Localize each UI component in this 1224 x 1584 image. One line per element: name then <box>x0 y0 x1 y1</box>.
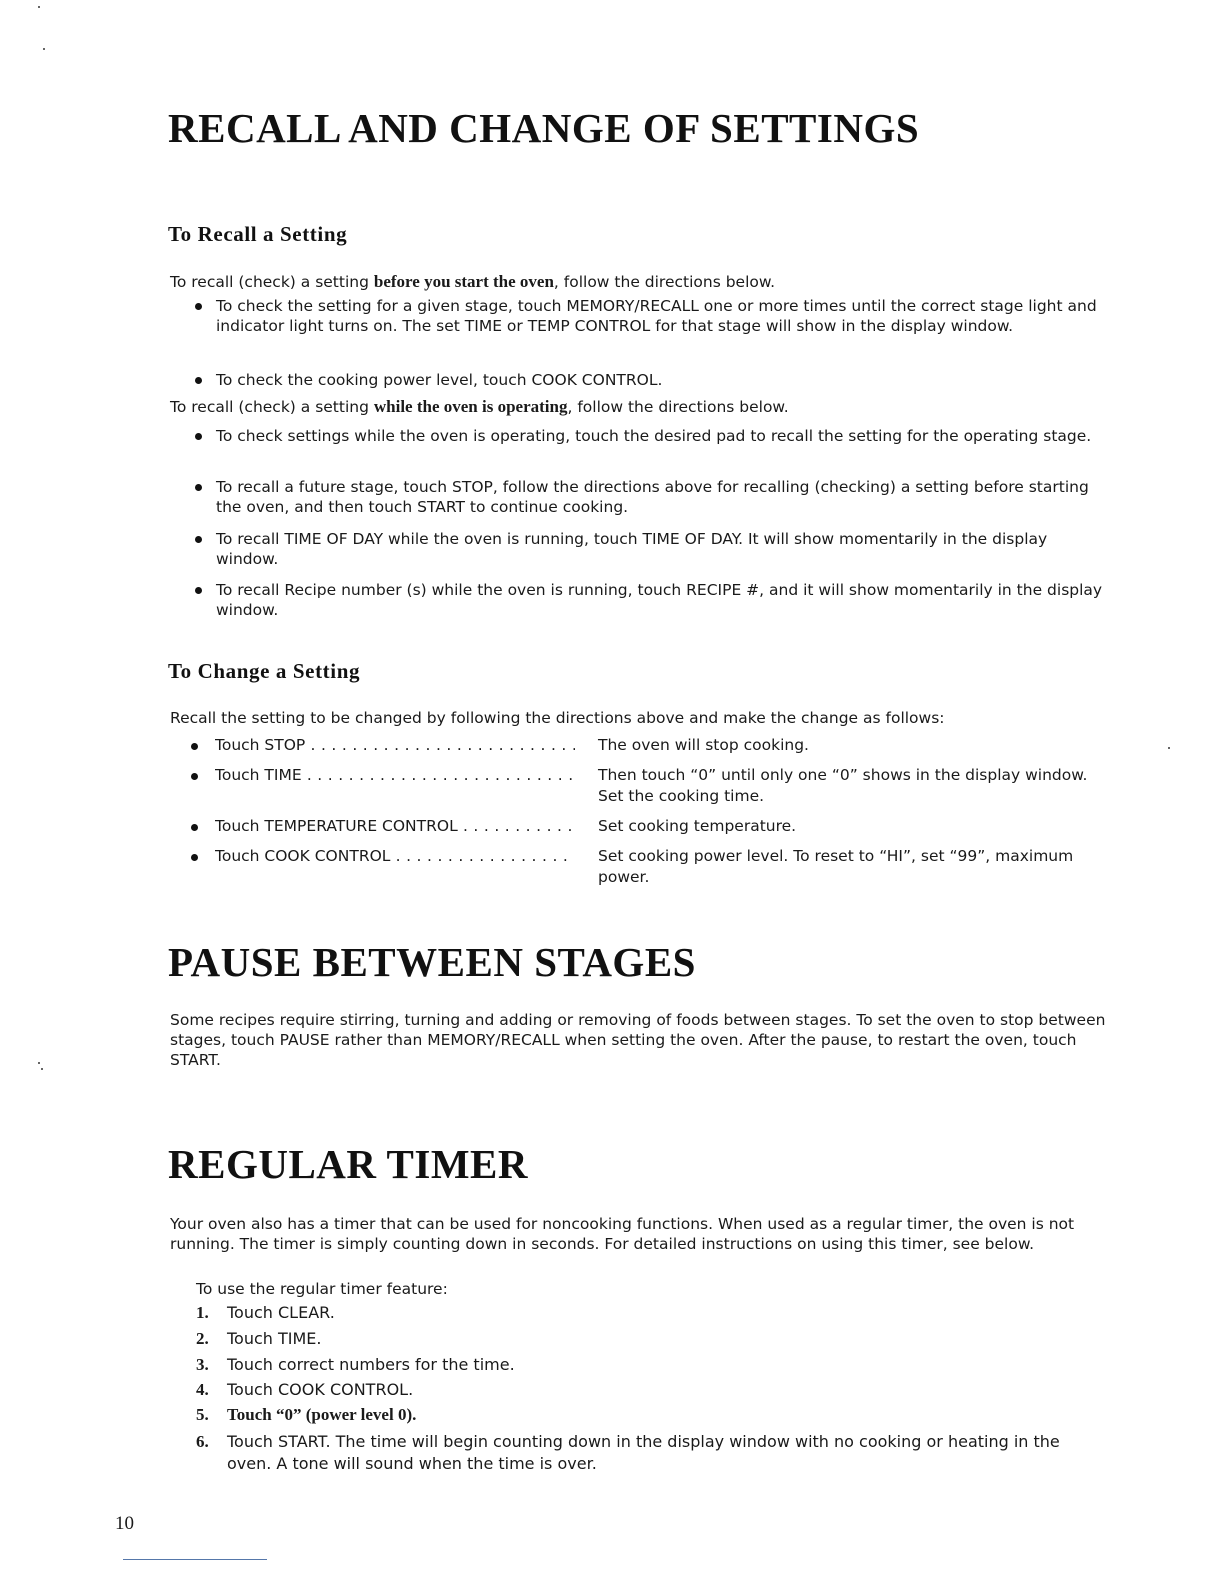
steps-intro: To use the regular timer feature: <box>196 1280 448 1298</box>
scan-speck <box>1168 747 1170 749</box>
recall-before-intro: To recall (check) a setting before you start the oven, follow the directions below. <box>170 272 776 291</box>
page-number: 10 <box>115 1513 134 1534</box>
timer-title: REGULAR TIMER <box>168 1141 528 1187</box>
bullet-icon <box>195 433 202 440</box>
bullet-icon <box>191 773 198 780</box>
bullet-icon <box>195 303 202 310</box>
scan-speck <box>41 1068 43 1070</box>
bullet-icon <box>195 536 202 543</box>
list-item: To recall Recipe number (s) while the oven is running, touch RECIPE #, and it will show momentarily in the display window. <box>216 580 1106 620</box>
timer-body: Your oven also has a timer that can be used for noncooking functions. When used as a regular timer, the oven is not running. The timer is simply counting down in seconds. For detailed instructions on using this timer, see below. <box>170 1215 1075 1253</box>
pause-body: Some recipes require stirring, turning and adding or removing of foods between stages. To set the oven to stop between stages, touch PAUSE rather than MEMORY/RECALL when setting the oven. After the pause, to restart the oven, touch START. <box>170 1011 1106 1069</box>
list-item: To check settings while the oven is operating, touch the desired pad to recall the setting for the operating stage. <box>216 426 1106 446</box>
list-item: To recall a future stage, touch STOP, follow the directions above for recalling (checking) a setting before starting the oven, and then touch START to continue cooking. <box>216 477 1106 517</box>
document-page: RECALL AND CHANGE OF SETTINGS To Recall a Setting To recall (check) a setting before you start the oven, follow the directions below. To check the setting for a given stage, touch MEMORY/RECALL one or more times until the correct stage light and indicator light turns on. The set TIME or TEMP CONTROL for that stage will show in the display window. To check the cooking power level, touch COOK CONTROL. To recall (check) a setting while the oven is operating, follow the directions below. To check settings while the oven is operating, touch the desired pad to recall the setting for the operating stage. To recall a future stage, touch STOP, follow the directions above for recalling (checking) a setting before starting the oven, and then touch START to continue cooking. To recall TIME OF DAY while the oven is running, touch TIME OF DAY. It will show momentarily in the display window. To recall Recipe number (s) while the oven is running, touch RECIPE #, and it will show momentarily in the display window. To Change a Setting Recall the setting to be changed by following the directions above and make the change as follows: Touch STOP . . . The oven will stop cooking. Touch TIME . . . Then touch “0” until only one “0” shows in the display window. Set the cooking time. Touch TEMPERATURE CONTROL . . . Set cooking temperature. Touch COOK CONTROL . . . Set cooking power level. To reset to “HI”, set “99”, maximum power. PAUSE BETWEEN STAGES Some recipes require stirring, turning and adding or removing of foods between stages. To set the oven to stop between stages, touch PAUSE rather than MEMORY/RECALL when setting the oven. After the pause, to restart the oven, touch START. REGULAR TIMER Your oven also has a timer that can be used for noncooking functions. When used as a regular timer, the oven is not running. The timer is simply counting down in seconds. For detailed instructions on using this timer, see below. To use the regular timer feature: 1. Touch CLEAR. 2. Touch TIME. 3. Touch correct numbers for the time. 4. Touch COOK CONTROL. 5. Touch “0” (power level 0). 6. Touch START. The time will begin counting down in the display window with no cooking or heating in the oven. A tone will sound when the time is over. 10 <box>0 0 1224 1584</box>
list-item: To check the setting for a given stage, touch MEMORY/RECALL one or more times until the correct stage light and indicator light turns on. The set TIME or TEMP CONTROL for that stage will show in the display window. <box>216 296 1106 336</box>
change-heading: To Change a Setting <box>168 659 361 683</box>
recall-heading: To Recall a Setting <box>168 222 348 246</box>
footer-rule <box>123 1559 267 1560</box>
bullet-icon <box>191 824 198 831</box>
pause-title: PAUSE BETWEEN STAGES <box>168 939 696 985</box>
bullet-icon <box>195 484 202 491</box>
scan-speck <box>43 48 45 50</box>
change-intro: Recall the setting to be changed by following the directions above and make the change as follows: <box>170 709 945 727</box>
list-item: To check the cooking power level, touch COOK CONTROL. <box>216 370 1106 390</box>
scan-speck <box>38 6 40 8</box>
bullet-icon <box>191 743 198 750</box>
bullet-icon <box>191 854 198 861</box>
recall-while-intro: To recall (check) a setting while the oven is operating, follow the directions below. <box>170 397 789 416</box>
bullet-icon <box>195 587 202 594</box>
scan-speck <box>38 1062 40 1064</box>
recall-change-title: RECALL AND CHANGE OF SETTINGS <box>168 105 920 151</box>
list-item: To recall TIME OF DAY while the oven is running, touch TIME OF DAY. It will show momentarily in the display window. <box>216 529 1106 569</box>
bullet-icon <box>195 377 202 384</box>
